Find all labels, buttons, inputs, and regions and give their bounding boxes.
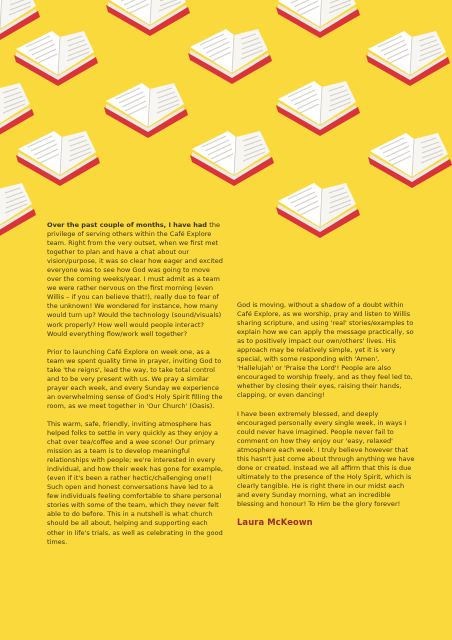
article-right-column: [237, 301, 415, 527]
author-signature: Laura McKeown: [237, 517, 313, 528]
article-left-column: [47, 221, 225, 556]
article-paragraph-3: This warm, safe, friendly, inviting atmosphere has helped folks to settle in very quickly as they enjoy a chat over tea/coffee and a wee scone! Our primary mission as a team is to develop meaningful relationships with people; we're interested in every individual, and how their week has gone for example, (even if it's been a rather hectic/challenging one!) Such open and honest conversations have led to a few individuals feeling comfortable to share personal stories with some of the team, which they never felt able to do before. This in a nutshell is what church should be all about, helping and supporting each other in life's trials, as well as celebrating in the good times.: [47, 419, 223, 546]
article-paragraph-1: [47, 221, 225, 339]
article-lead-bold: Over the past couple of months, I have had: [47, 221, 210, 229]
article-paragraph-2: Prior to launching Café Explore on week one, as a team we spent quality time in prayer, inviting God to take 'the reigns', lead the way, to take total control and to be very present with us. We pray a similar prayer each week, and every Sunday we experience an overwhelming sense of God's Holy Spirit filling the room, as we meet together in 'Our Church' (Oasis).: [47, 347, 223, 410]
article-paragraph-4: God is moving, without a shadow of a doubt within Café Explore, as we worship, pray and listen to Willis sharing scripture, and using 'real' stories/examples to explain how we can apply the message practically, so as to positively impact our own/others' lives. His approach may be relatively simple, yet it is very special, with some responding with 'Amen', 'Hallelujah' or 'Praise the Lord'! People are also encouraged to worship freely, and as they feel led to, whether by closing their eyes, raising their hands, clapping, or even dancing!: [237, 301, 414, 400]
article-paragraph-5: I have been extremely blessed, and deeply encouraged personally every single week, in ways I could never have imagined. People never fail to comment on how they enjoy our 'easy, relaxed' atmosphere each week. I truly believe however that this hasn't just come about through anything we have done or created. Instead we all affirm that this is due ultimately to the presence of the Holy Spirit, which is clearly tangible. He is right there in our midst each and every Sunday morning, what an incredible blessing and honour! To Him be the glory forever!: [237, 409, 415, 508]
article-paragraph-1-body: the privilege of serving others within the Café Explore team. Right from the very outset, when we first met together to plan and have a chat about our vision/purpose, it was so clear how eager and excited everyone was to see how God was going to move over the coming weeks/year. I must admit as a team we were rather nervous on the first morning (even Willis – if you can believe that!), really due to fear of the unknown! We wondered for instance, how many would turn up? Would the technology (sound/visuals) work properly? How well would people interact? Would everything flow/work well together?: [47, 221, 223, 338]
